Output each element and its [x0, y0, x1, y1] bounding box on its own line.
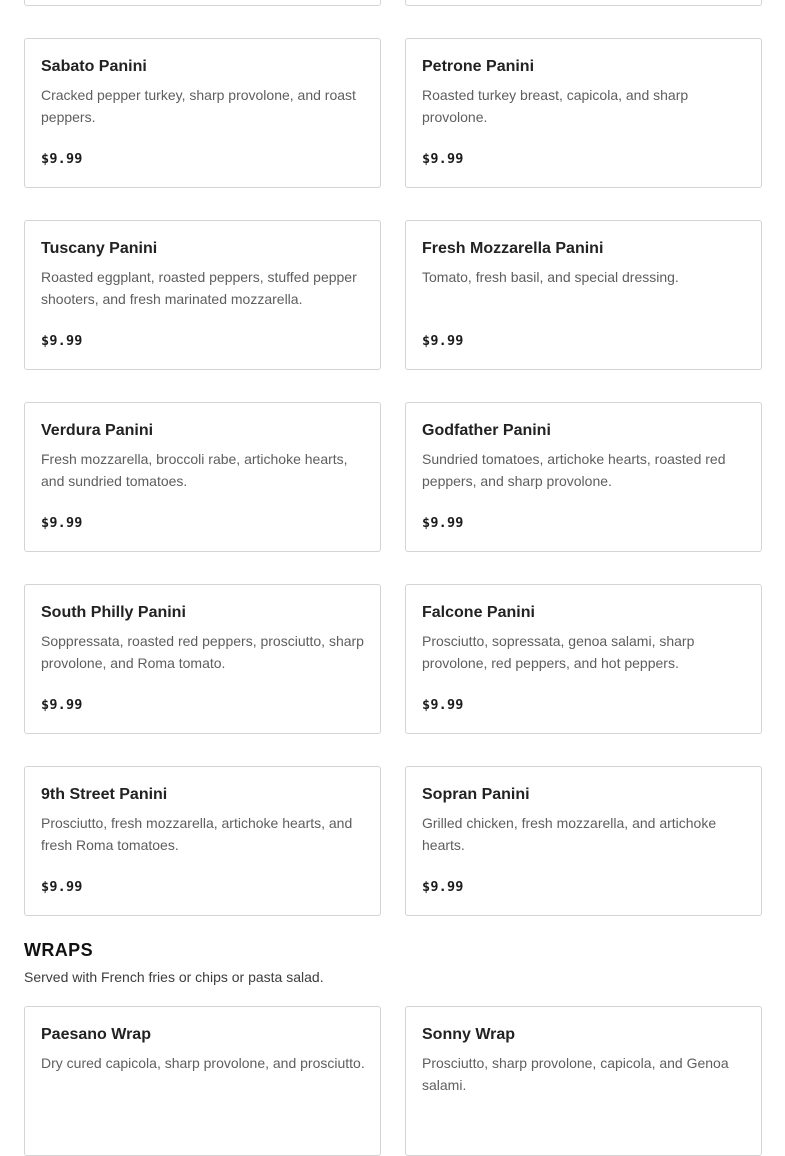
menu-item-card-petrone-panini[interactable] — [405, 38, 762, 188]
menu-item-price: $9.99 — [422, 879, 464, 895]
menu-item-name: 9th Street Panini — [41, 786, 168, 803]
menu-item-description: Sundried tomatoes, artichoke hearts, roasted red peppers, and sharp provolone. — [422, 451, 726, 489]
menu-item-card-fresh-mozzarella-panini[interactable] — [405, 220, 762, 370]
menu-item-card-falcone-panini[interactable] — [405, 584, 762, 734]
menu-item-card-godfather-panini[interactable] — [405, 402, 762, 552]
menu-item-price: $9.99 — [41, 151, 83, 167]
menu-item-card-partial[interactable] — [24, 0, 381, 6]
menu-item-price: $9.99 — [422, 697, 464, 713]
menu-item-card-paesano-wrap[interactable] — [24, 1006, 381, 1156]
menu-item-name: Sabato Panini — [41, 58, 147, 75]
menu-item-card-tuscany-panini[interactable] — [24, 220, 381, 370]
menu-item-description: Prosciutto, sopressata, genoa salami, sharp provolone, red peppers, and hot peppers. — [422, 633, 695, 671]
menu-item-price: $9.99 — [41, 333, 83, 349]
menu-item-description: Roasted eggplant, roasted peppers, stuffed pepper shooters, and fresh marinated mozzarella. — [41, 269, 357, 307]
menu-item-name: Petrone Panini — [422, 58, 535, 75]
menu-item-name: Paesano Wrap — [41, 1026, 151, 1043]
menu-item-description: Prosciutto, sharp provolone, capicola, and Genoa salami. — [422, 1055, 729, 1093]
menu-item-card-sabato-panini[interactable] — [24, 38, 381, 188]
menu-item-description: Dry cured capicola, sharp provolone, and prosciutto. — [41, 1055, 365, 1071]
menu-item-name: Verdura Panini — [41, 422, 154, 439]
menu-item-description: Fresh mozzarella, broccoli rabe, artichoke hearts, and sundried tomatoes. — [41, 451, 348, 489]
menu-item-card-south-philly-panini[interactable] — [24, 584, 381, 734]
section-title-wraps: WRAPS — [24, 940, 93, 960]
menu-item-name: South Philly Panini — [41, 604, 186, 621]
menu-item-price: $9.99 — [422, 151, 464, 167]
menu-item-price: $9.99 — [41, 879, 83, 895]
menu-item-description: Tomato, fresh basil, and special dressing. — [422, 269, 679, 285]
menu-item-price: $9.99 — [41, 697, 83, 713]
menu-item-card-sopran-panini[interactable] — [405, 766, 762, 916]
menu-item-description: Cracked pepper turkey, sharp provolone, and roast peppers. — [41, 87, 356, 125]
section-subtitle-wraps: Served with French fries or chips or pasta salad. — [24, 969, 324, 985]
menu-item-description: Grilled chicken, fresh mozzarella, and artichoke hearts. — [422, 815, 717, 853]
menu-item-name: Tuscany Panini — [41, 240, 158, 257]
menu-item-card-9th-street-panini[interactable] — [24, 766, 381, 916]
menu-item-name: Sonny Wrap — [422, 1026, 516, 1043]
menu-item-name: Falcone Panini — [422, 604, 535, 621]
menu-item-description: Soppressata, roasted red peppers, prosciutto, sharp provolone, and Roma tomato. — [41, 633, 364, 671]
menu-item-card-partial[interactable] — [405, 0, 762, 6]
menu-item-name: Godfather Panini — [422, 422, 551, 439]
menu-item-name: Sopran Panini — [422, 786, 530, 803]
menu-item-description: Roasted turkey breast, capicola, and sharp provolone. — [422, 87, 689, 125]
menu-item-price: $9.99 — [422, 515, 464, 531]
menu-item-price: $9.99 — [41, 515, 83, 531]
menu-item-card-sonny-wrap[interactable] — [405, 1006, 762, 1156]
menu-item-price: $9.99 — [422, 333, 464, 349]
menu-item-card-verdura-panini[interactable] — [24, 402, 381, 552]
menu-item-name: Fresh Mozzarella Panini — [422, 240, 604, 257]
menu-item-description: Prosciutto, fresh mozzarella, artichoke hearts, and fresh Roma tomatoes. — [41, 815, 353, 853]
